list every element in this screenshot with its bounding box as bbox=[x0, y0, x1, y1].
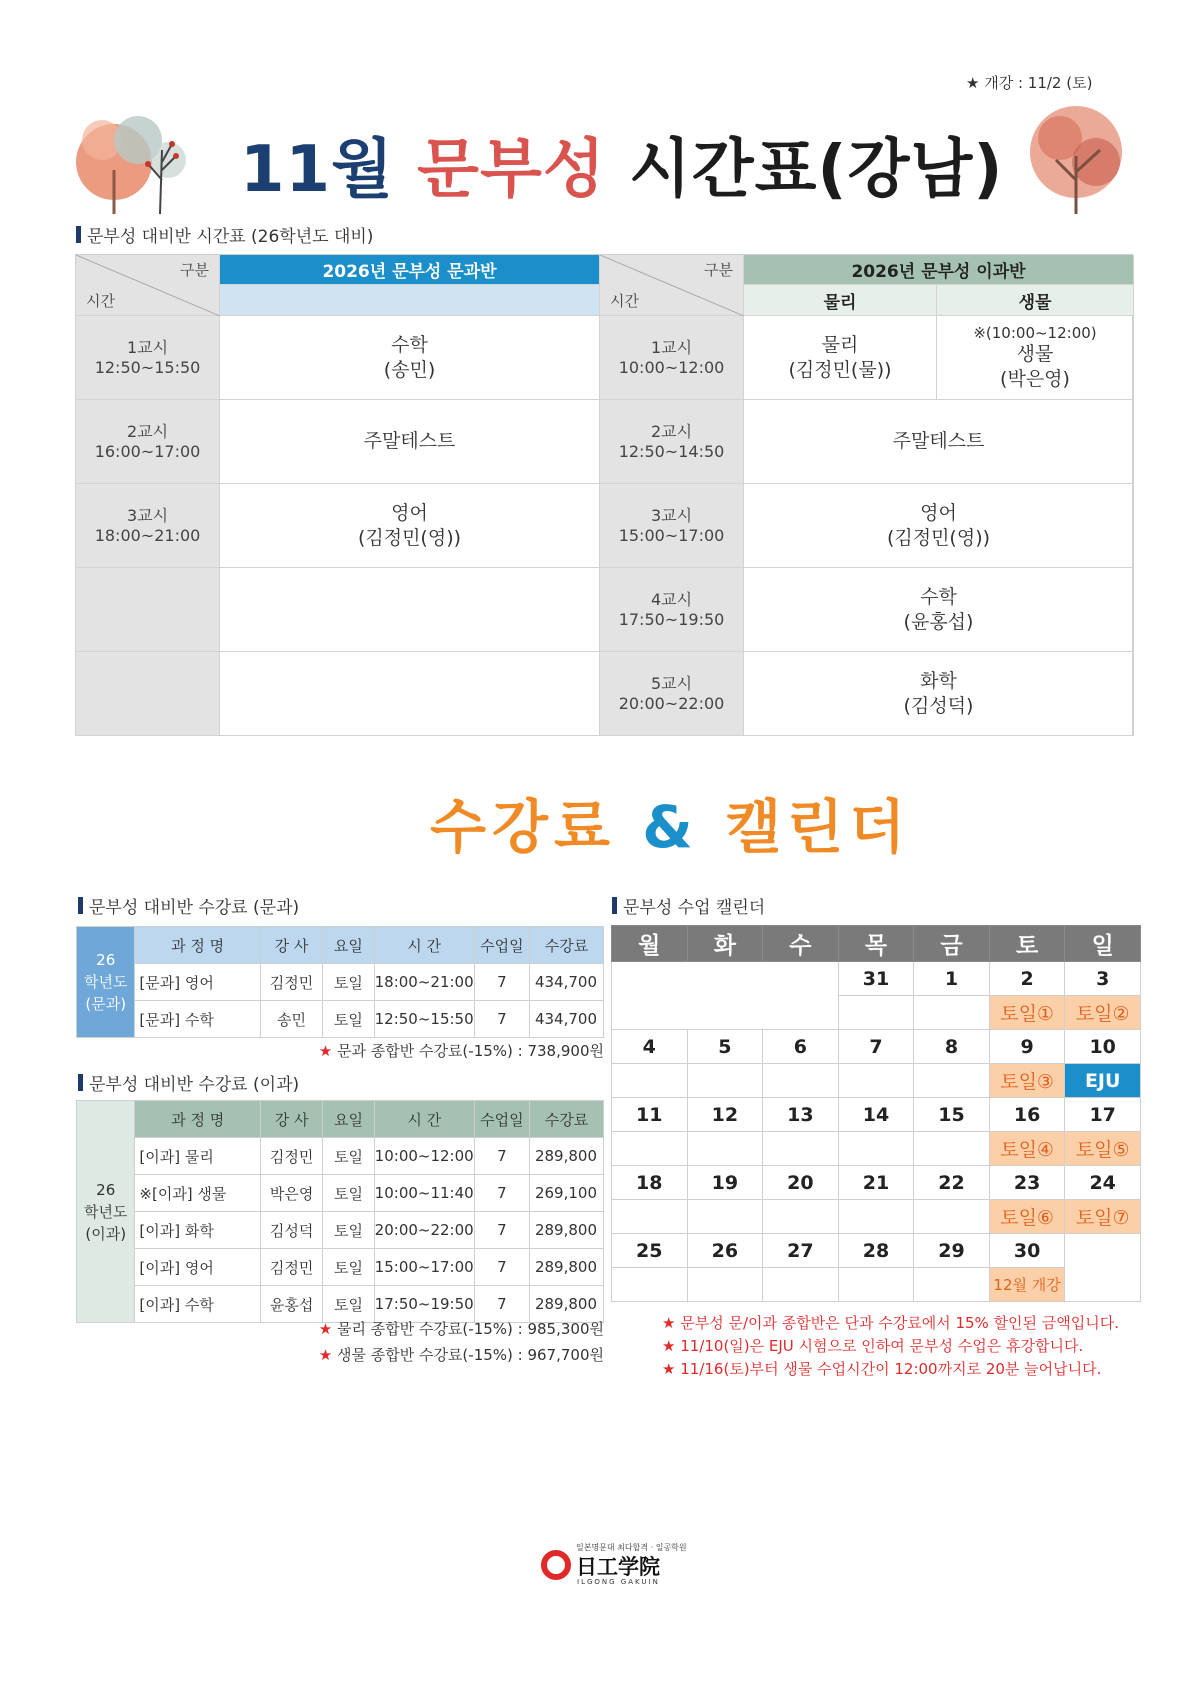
class-session-badge: 토일⑦ bbox=[1065, 1200, 1141, 1234]
heading-part-calendar: 캘린더 bbox=[725, 793, 912, 861]
side-label-line: (문과) bbox=[85, 995, 127, 1013]
calendar-date-row bbox=[612, 962, 1141, 996]
period-label: 4교시 bbox=[650, 589, 693, 609]
event-cell bbox=[838, 1132, 914, 1166]
biology-package-fee bbox=[300, 1344, 604, 1365]
event-cell bbox=[914, 1132, 990, 1166]
col-header-fee: 수강료 bbox=[530, 927, 604, 964]
period-time: 10:00~12:00 bbox=[618, 357, 725, 377]
date-cell: 15 bbox=[914, 1098, 990, 1132]
science-class-4 bbox=[744, 568, 1134, 652]
fee-table-arts bbox=[76, 926, 604, 1038]
arts-class-empty bbox=[220, 568, 600, 652]
date-cell: 12 bbox=[687, 1098, 763, 1132]
col-header-course: 과 정 명 bbox=[135, 1101, 261, 1138]
period-time: 16:00~17:00 bbox=[94, 441, 201, 461]
col-header-teacher: 강 사 bbox=[261, 1101, 323, 1138]
science-period-2 bbox=[600, 400, 744, 484]
date-cell: 28 bbox=[838, 1234, 914, 1268]
time-cell: 18:00~21:00 bbox=[374, 964, 474, 1001]
event-cell bbox=[612, 1064, 688, 1098]
sessions-cell: 7 bbox=[474, 1001, 529, 1038]
course-cell: [이과] 수학 bbox=[135, 1286, 261, 1323]
course-cell: [이과] 화학 bbox=[135, 1212, 261, 1249]
weekday-wed: 수 bbox=[763, 926, 839, 962]
sessions-cell: 7 bbox=[474, 1175, 529, 1212]
period-time: 12:50~14:50 bbox=[618, 441, 725, 461]
fee-cell: 289,800 bbox=[530, 1212, 604, 1249]
section-marker bbox=[78, 897, 83, 914]
subject: 화학 bbox=[920, 669, 957, 692]
teacher: (김정민(물)) bbox=[788, 358, 892, 381]
fee-cell: 289,800 bbox=[530, 1286, 604, 1323]
science-period-1 bbox=[600, 316, 744, 400]
event-cell bbox=[838, 996, 914, 1030]
star-icon: ★ bbox=[318, 1042, 333, 1060]
fee-arts-label: 문부성 대비반 수강료 (문과) bbox=[89, 898, 300, 918]
arts-period-2 bbox=[76, 400, 220, 484]
event-cell bbox=[687, 1268, 763, 1302]
date-cell: 9 bbox=[989, 1030, 1065, 1064]
date-cell: 3 bbox=[1065, 962, 1141, 996]
event-cell bbox=[763, 1268, 839, 1302]
fee-cell: 269,100 bbox=[530, 1175, 604, 1212]
schedule-section-label: 문부성 대비반 시간표 (26학년도 대비) bbox=[87, 227, 374, 247]
day-cell: 토일 bbox=[323, 1175, 374, 1212]
subject: 물리 bbox=[821, 333, 859, 356]
date-cell: 17 bbox=[1065, 1098, 1141, 1132]
fee-science-section-title bbox=[78, 1070, 299, 1095]
day-cell: 토일 bbox=[323, 1001, 374, 1038]
teacher-cell: 김정민 bbox=[261, 1249, 323, 1286]
teacher-cell: 박은영 bbox=[261, 1175, 323, 1212]
class-schedule-table bbox=[75, 254, 1133, 736]
col-header-day: 요일 bbox=[323, 927, 374, 964]
science-class-5 bbox=[744, 652, 1134, 736]
title-month: 11월 bbox=[240, 133, 394, 207]
side-label-line: 학년도 bbox=[83, 973, 128, 991]
event-cell bbox=[838, 1200, 914, 1234]
event-cell bbox=[612, 1268, 688, 1302]
section-marker bbox=[612, 897, 617, 914]
event-cell bbox=[763, 1064, 839, 1098]
date-cell: 7 bbox=[838, 1030, 914, 1064]
corner-label-time: 시간 bbox=[86, 292, 115, 310]
calendar-event-row bbox=[612, 1132, 1141, 1166]
heading-ampersand: & bbox=[642, 793, 699, 861]
arts-period-empty bbox=[76, 652, 220, 736]
event-cell bbox=[763, 1200, 839, 1234]
arts-class-1 bbox=[220, 316, 600, 400]
weekday-sun: 일 bbox=[1065, 926, 1141, 962]
subject: 영어 bbox=[391, 501, 428, 524]
table-row bbox=[77, 1249, 604, 1286]
notice-item: ★ 문부성 문/이과 종합반은 단과 수강료에서 15% 할인된 금액입니다. bbox=[662, 1314, 1120, 1332]
class-session-badge: 토일④ bbox=[989, 1132, 1065, 1166]
teacher: (김성덕) bbox=[903, 694, 974, 717]
date-cell: 19 bbox=[687, 1166, 763, 1200]
calendar-empty-cell bbox=[612, 962, 839, 1030]
teacher-cell: 송민 bbox=[260, 1001, 322, 1038]
calendar-event-row bbox=[612, 1268, 1141, 1302]
date-cell: 23 bbox=[989, 1166, 1065, 1200]
autumn-tree-illustration-right bbox=[1020, 100, 1132, 214]
teacher-cell: 김성덕 bbox=[261, 1212, 323, 1249]
period-label: 2교시 bbox=[126, 421, 169, 441]
science-period-3 bbox=[600, 484, 744, 568]
time-cell: 15:00~17:00 bbox=[374, 1249, 474, 1286]
date-cell: 31 bbox=[838, 962, 914, 996]
subject: 수학 bbox=[920, 585, 957, 608]
fee-calendar-heading bbox=[430, 780, 911, 864]
event-cell bbox=[612, 1132, 688, 1166]
class-session-badge: 토일③ bbox=[989, 1064, 1065, 1098]
table-row bbox=[77, 1138, 604, 1175]
date-cell: 4 bbox=[612, 1030, 688, 1064]
arts-class-header: 2026년 문부성 문과반 bbox=[220, 255, 600, 285]
sessions-cell: 7 bbox=[474, 1249, 529, 1286]
weekday-fri: 금 bbox=[914, 926, 990, 962]
date-cell: 22 bbox=[914, 1166, 990, 1200]
event-cell bbox=[914, 1268, 990, 1302]
col-header-fee: 수강료 bbox=[530, 1101, 604, 1138]
arts-period-3 bbox=[76, 484, 220, 568]
fee-science-label: 문부성 대비반 수강료 (이과) bbox=[89, 1075, 300, 1095]
notice-list bbox=[662, 1312, 1119, 1381]
schedule-corner-arts bbox=[76, 255, 220, 316]
day-cell: 토일 bbox=[323, 1286, 374, 1323]
notice-item: ★ 11/16(토)부터 생물 수업시간이 12:00까지로 20분 늘어납니다. bbox=[662, 1360, 1102, 1378]
physics-package-fee-text: 물리 종합반 수강료(-15%) : 985,300원 bbox=[336, 1320, 604, 1338]
course-cell: [이과] 물리 bbox=[135, 1138, 261, 1175]
col-header-time: 시 간 bbox=[374, 1101, 474, 1138]
corner-label-time: 시간 bbox=[610, 292, 639, 310]
arts-package-fee-text: 문과 종합반 수강료(-15%) : 738,900원 bbox=[336, 1042, 604, 1060]
teacher-cell: 김정민 bbox=[260, 964, 322, 1001]
fee-cell: 434,700 bbox=[530, 964, 604, 1001]
course-cell: ※[이과] 생물 bbox=[135, 1175, 261, 1212]
date-cell: 16 bbox=[989, 1098, 1065, 1132]
time-cell: 17:50~19:50 bbox=[374, 1286, 474, 1323]
date-cell: 21 bbox=[838, 1166, 914, 1200]
fee-arts-section-title bbox=[78, 893, 299, 918]
arts-class-empty bbox=[220, 652, 600, 736]
fee-science-side-label bbox=[77, 1101, 135, 1323]
class-calendar bbox=[611, 925, 1141, 1302]
biology-header: 생물 bbox=[937, 285, 1134, 316]
fee-arts-side-label bbox=[77, 927, 135, 1038]
weekday-tue: 화 bbox=[687, 926, 763, 962]
event-cell bbox=[612, 1200, 688, 1234]
weekday-sat: 토 bbox=[989, 926, 1065, 962]
event-cell bbox=[838, 1268, 914, 1302]
date-cell: 20 bbox=[763, 1166, 839, 1200]
date-cell: 29 bbox=[914, 1234, 990, 1268]
table-row bbox=[77, 1286, 604, 1323]
event-cell bbox=[914, 996, 990, 1030]
calendar-section-title bbox=[612, 893, 765, 918]
side-label-line: 26 bbox=[96, 951, 116, 969]
date-cell: 25 bbox=[612, 1234, 688, 1268]
day-cell: 토일 bbox=[323, 1212, 374, 1249]
academy-logo bbox=[540, 1540, 687, 1590]
col-header-course: 과 정 명 bbox=[135, 927, 260, 964]
logo-name: 日工学院 bbox=[576, 1555, 660, 1579]
fee-cell: 434,700 bbox=[530, 1001, 604, 1038]
date-cell: 8 bbox=[914, 1030, 990, 1064]
date-cell: 18 bbox=[612, 1166, 688, 1200]
col-header-time: 시 간 bbox=[374, 927, 474, 964]
side-label-line: (이과) bbox=[85, 1224, 127, 1243]
title-program: 문부성 bbox=[417, 133, 606, 207]
calendar-weekday-row bbox=[612, 926, 1141, 962]
calendar-empty-cell bbox=[1065, 1234, 1141, 1302]
december-start-badge: 12월 개강 bbox=[989, 1268, 1065, 1302]
section-marker bbox=[78, 1074, 83, 1091]
schedule-corner-science bbox=[600, 255, 744, 316]
course-cell: [문과] 수학 bbox=[135, 1001, 260, 1038]
teacher: (송민) bbox=[383, 358, 436, 381]
table-row bbox=[77, 1175, 604, 1212]
date-cell: 5 bbox=[687, 1030, 763, 1064]
physics-header: 물리 bbox=[744, 285, 937, 316]
fee-cell: 289,800 bbox=[530, 1249, 604, 1286]
title-rest: 시간표(강남) bbox=[628, 133, 1004, 207]
time-cell: 12:50~15:50 bbox=[374, 1001, 474, 1038]
biology-class-1 bbox=[937, 316, 1134, 400]
fee-table-science bbox=[76, 1100, 604, 1323]
calendar-date-row bbox=[612, 1166, 1141, 1200]
fee-cell: 289,800 bbox=[530, 1138, 604, 1175]
section-marker bbox=[76, 226, 81, 243]
event-cell bbox=[687, 1200, 763, 1234]
side-label-line: 26 bbox=[96, 1180, 116, 1199]
sessions-cell: 7 bbox=[474, 1212, 529, 1249]
weekday-thu: 목 bbox=[838, 926, 914, 962]
autumn-tree-illustration-left bbox=[72, 100, 192, 214]
schedule-section-title bbox=[76, 222, 373, 247]
physics-package-fee bbox=[300, 1318, 604, 1339]
time-cell: 10:00~11:40 bbox=[374, 1175, 474, 1212]
table-row bbox=[77, 1212, 604, 1249]
arts-package-fee bbox=[300, 1040, 604, 1061]
heading-part-fee: 수강료 bbox=[430, 793, 617, 861]
period-time: 18:00~21:00 bbox=[94, 525, 201, 545]
course-cell: [이과] 영어 bbox=[135, 1249, 261, 1286]
course-cell: [문과] 영어 bbox=[135, 964, 260, 1001]
table-row bbox=[77, 1001, 604, 1038]
period-label: 1교시 bbox=[650, 337, 693, 357]
event-cell bbox=[838, 1064, 914, 1098]
time-cell: 20:00~22:00 bbox=[374, 1212, 474, 1249]
eju-exam-badge: EJU bbox=[1065, 1064, 1141, 1098]
calendar-date-row bbox=[612, 1030, 1141, 1064]
star-icon: ★ bbox=[318, 1320, 333, 1338]
teacher: (윤홍섭) bbox=[903, 610, 974, 633]
period-time: 15:00~17:00 bbox=[618, 525, 725, 545]
date-cell: 1 bbox=[914, 962, 990, 996]
col-header-sessions: 수업일 bbox=[474, 1101, 529, 1138]
event-cell bbox=[763, 1132, 839, 1166]
teacher: (박은영) bbox=[1000, 367, 1070, 390]
weekday-mon: 월 bbox=[612, 926, 688, 962]
event-cell bbox=[687, 1064, 763, 1098]
side-label-line: 학년도 bbox=[83, 1202, 128, 1221]
subject: 주말테스트 bbox=[363, 430, 456, 452]
table-row bbox=[77, 964, 604, 1001]
science-class-2 bbox=[744, 400, 1134, 484]
period-label: 5교시 bbox=[650, 673, 693, 693]
subject: 생물 bbox=[1016, 342, 1054, 365]
class-session-badge: 토일① bbox=[989, 996, 1065, 1030]
arts-class-2 bbox=[220, 400, 600, 484]
period-label: 1교시 bbox=[126, 337, 169, 357]
arts-class-3 bbox=[220, 484, 600, 568]
calendar-date-row bbox=[612, 1234, 1141, 1268]
corner-label-category: 구분 bbox=[704, 261, 733, 279]
sessions-cell: 7 bbox=[474, 1138, 529, 1175]
subject: 영어 bbox=[920, 501, 957, 524]
arts-subheader bbox=[220, 285, 600, 316]
col-header-teacher: 강 사 bbox=[260, 927, 322, 964]
time-cell: 10:00~12:00 bbox=[374, 1138, 474, 1175]
arts-period-empty bbox=[76, 568, 220, 652]
period-label: 3교시 bbox=[650, 505, 693, 525]
class-session-badge: 토일⑥ bbox=[989, 1200, 1065, 1234]
teacher-cell: 윤홍섭 bbox=[261, 1286, 323, 1323]
notice-item: ★ 11/10(일)은 EJU 시험으로 인하여 문부성 수업은 휴강합니다. bbox=[662, 1337, 1084, 1355]
period-label: 3교시 bbox=[126, 505, 169, 525]
date-cell: 27 bbox=[763, 1234, 839, 1268]
bio-time-note: ※(10:00~12:00) bbox=[973, 323, 1097, 342]
teacher: (김정민(영)) bbox=[886, 526, 991, 549]
sessions-cell: 7 bbox=[474, 1286, 529, 1323]
date-cell: 26 bbox=[687, 1234, 763, 1268]
physics-class-1 bbox=[744, 316, 937, 400]
corner-label-category: 구분 bbox=[180, 261, 209, 279]
science-period-4 bbox=[600, 568, 744, 652]
date-cell: 11 bbox=[612, 1098, 688, 1132]
sessions-cell: 7 bbox=[474, 964, 529, 1001]
logo-tagline: 일본명문대 최다합격 · 일공학원 bbox=[576, 1543, 687, 1552]
star-icon: ★ bbox=[318, 1346, 333, 1364]
calendar-event-row bbox=[612, 1200, 1141, 1234]
event-cell bbox=[914, 1064, 990, 1098]
date-cell: 2 bbox=[989, 962, 1065, 996]
period-time: 12:50~15:50 bbox=[94, 357, 201, 377]
date-cell: 10 bbox=[1065, 1030, 1141, 1064]
period-label: 2교시 bbox=[650, 421, 693, 441]
science-period-5 bbox=[600, 652, 744, 736]
date-cell: 14 bbox=[838, 1098, 914, 1132]
subject: 수학 bbox=[391, 333, 428, 356]
class-session-badge: 토일② bbox=[1065, 996, 1141, 1030]
date-cell: 24 bbox=[1065, 1166, 1141, 1200]
col-header-sessions: 수업일 bbox=[474, 927, 529, 964]
teacher-cell: 김정민 bbox=[261, 1138, 323, 1175]
opening-date-note: ★ 개강 : 11/2 (토) bbox=[966, 74, 1093, 92]
col-header-day: 요일 bbox=[323, 1101, 374, 1138]
science-class-header: 2026년 문부성 이과반 bbox=[744, 255, 1134, 285]
period-time: 20:00~22:00 bbox=[618, 693, 725, 713]
logo-subtitle: ILGONG GAKUIN bbox=[577, 1578, 660, 1586]
date-cell: 6 bbox=[763, 1030, 839, 1064]
calendar-label: 문부성 수업 캘린더 bbox=[623, 898, 766, 918]
teacher: (김정민(영)) bbox=[357, 526, 462, 549]
biology-package-fee-text: 생물 종합반 수강료(-15%) : 967,700원 bbox=[336, 1346, 604, 1364]
event-cell bbox=[687, 1132, 763, 1166]
date-cell: 30 bbox=[989, 1234, 1065, 1268]
calendar-event-row bbox=[612, 1064, 1141, 1098]
page-title bbox=[240, 118, 1004, 208]
day-cell: 토일 bbox=[323, 1138, 374, 1175]
date-cell: 13 bbox=[763, 1098, 839, 1132]
subject: 주말테스트 bbox=[892, 430, 985, 452]
calendar-date-row bbox=[612, 1098, 1141, 1132]
event-cell bbox=[914, 1200, 990, 1234]
science-class-3 bbox=[744, 484, 1134, 568]
day-cell: 토일 bbox=[323, 964, 374, 1001]
day-cell: 토일 bbox=[323, 1249, 374, 1286]
class-session-badge: 토일⑤ bbox=[1065, 1132, 1141, 1166]
period-time: 17:50~19:50 bbox=[618, 609, 725, 629]
arts-period-1 bbox=[76, 316, 220, 400]
